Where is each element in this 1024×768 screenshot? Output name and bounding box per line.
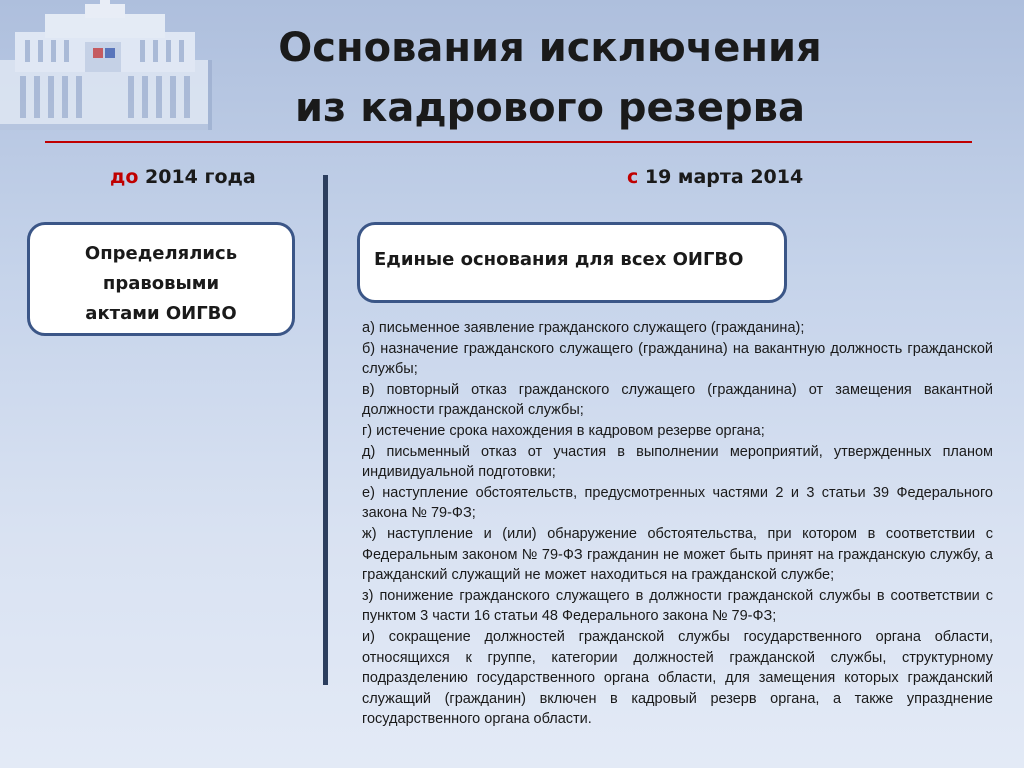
list-item: г) истечение срока нахождения в кадровом резерве органа; xyxy=(362,422,765,439)
grounds-list xyxy=(362,318,993,730)
government-building-icon xyxy=(0,0,215,132)
list-item: в) повторный отказ гражданского служащего (гражданина) от замещения вакантной должности гражданской службы; xyxy=(362,381,993,419)
left-heading-prefix: до xyxy=(110,166,139,188)
right-info-box xyxy=(357,222,787,303)
left-box-line-1: Определялись xyxy=(84,243,238,264)
right-box-text: Единые основания для всех ОИГВО xyxy=(374,249,744,270)
right-heading-prefix: с xyxy=(627,166,639,188)
title-underline xyxy=(45,141,972,143)
right-heading-rest: 19 марта 2014 xyxy=(638,166,804,188)
page-title xyxy=(230,18,870,138)
list-item: е) наступление обстоятельств, предусмотренных частями 2 и 3 статьи 39 Федерального закона № 79-ФЗ; xyxy=(362,484,993,522)
right-column-heading xyxy=(627,166,803,188)
left-box-line-3: актами ОИГВО xyxy=(85,303,237,324)
column-divider xyxy=(323,175,328,685)
left-column-heading xyxy=(110,166,256,188)
left-box-line-2: правовыми xyxy=(102,273,220,294)
list-item: ж) наступление и (или) обнаружение обстоятельства, при котором в соответствии с Федеральным законом № 79-ФЗ гражданин не может быть принят на гражданскую службу, а гражданский служащий не может находиться на гражданской службе; xyxy=(362,525,993,584)
list-item: б) назначение гражданского служащего (гражданина) на вакантную должность гражданской службы; xyxy=(362,340,993,378)
title-line-1: Основания исключения xyxy=(278,25,822,71)
title-line-2: из кадрового резерва xyxy=(295,85,805,131)
list-item: а) письменное заявление гражданского служащего (гражданина); xyxy=(362,320,805,336)
left-heading-rest: 2014 года xyxy=(138,166,256,188)
list-item: з) понижение гражданского служащего в должности гражданской службы в соответствии с пунктом 3 части 16 статьи 48 Федерального закона № 79-ФЗ; xyxy=(362,587,993,625)
list-item: д) письменный отказ от участия в выполнении мероприятий, утвержденных планом индивидуальной подготовки; xyxy=(362,443,993,481)
left-info-box xyxy=(27,222,295,336)
list-item: и) сокращение должностей гражданской службы государственного органа области, относящихся к группе, категории должностей гражданской службы, структурному подразделению государственного органа области, для замещения которых гражданский служащий (гражданин) включен в кадровый резерв органа, а также упразднение государственного органа области. xyxy=(362,628,993,728)
